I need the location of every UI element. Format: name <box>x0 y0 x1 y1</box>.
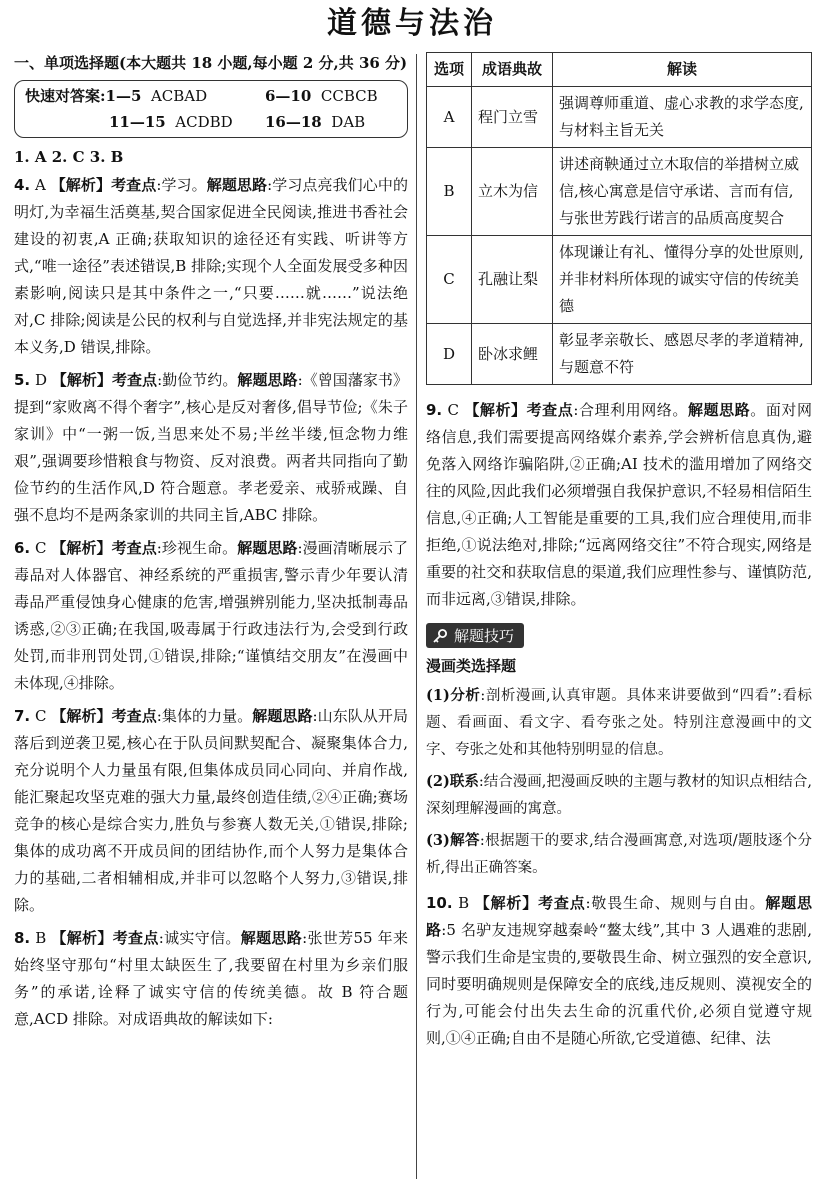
table-header: 选项 <box>427 53 472 87</box>
right-column <box>426 52 812 1058</box>
quick-answer-label: 快速对答案: <box>25 87 106 105</box>
table-header: 解读 <box>553 53 812 87</box>
quick-answer-box <box>14 80 408 138</box>
idiom-table <box>426 52 812 385</box>
table-header: 成语典故 <box>472 53 553 87</box>
table-row: A 程门立雪 强调尊师重道、虚心求教的求学态度,与材料主旨无关 <box>427 87 812 148</box>
tips-badge-label: 解题技巧 <box>454 627 515 645</box>
quick-range: 1—5 <box>105 87 142 105</box>
table-row: C 孔融让梨 体现谦让有礼、懂得分享的处世原则,并非材料所体现的诚实守信的传统美德 <box>427 236 812 324</box>
tip-point: (2)联系:结合漫画,把漫画反映的主题与教材的知识点相结合,深刻理解漫画的寓意。 <box>426 773 812 817</box>
tips-badge <box>426 623 524 648</box>
quick-answers: DAB <box>331 113 366 131</box>
page-title: 道德与法治 <box>327 6 497 41</box>
left-column <box>14 52 408 1039</box>
tip-point: (3)解答:根据题干的要求,结合漫画寓意,对选项/题肢逐个分析,得出正确答案。 <box>426 832 812 876</box>
quick-range: 11—15 <box>109 113 166 131</box>
answer-item: 10. B 【解析】考查点:敬畏生命、规则与自由。解题思路:5 名驴友违规穿越秦岭“鳌太线”,其中 3 人遇难的悲剧,警示我们生命是宝贵的,要敬畏生命、树立强烈的安全意识,同时要明确规则是保障安全的底线,违反规则、漠视安全的行为,可能会付出失去生命的沉重代价,必须自觉遵守规则,①④正确;自由不是随心所欲,它受道德、纪律、法 <box>426 894 812 1047</box>
answer-item: 4. A 【解析】考查点:学习。解题思路:学习点亮我们心中的明灯,为幸福生活奠基,契合国家促进全民阅读,推进书香社会建设的初衷,A 正确;获取知识的途径还有实践、听讲等方式,“唯一途径”表述错误,B 排除;实现个人全面发展受多种因素影响,阅读只是其中条件之一,“只要……就……”说法绝对,C 排除;阅读是公民的权利与自觉选择,并非宪法规定的基本义务,D 错误,排除。 <box>14 176 408 356</box>
table-row: D 卧冰求鲤 彰显孝亲敬长、感恩尽孝的孝道精神,与题意不符 <box>427 324 812 385</box>
quick-answers: CCBCB <box>320 87 378 105</box>
answer-item: 8. B 【解析】考查点:诚实守信。解题思路:张世芳55 年来始终坚守那句“村里太缺医生了,我要留在村里为乡亲们服务”的承诺,诠释了诚实守信的传统美德。故 B 符合题意,ACD 排除。对成语典故的解读如下: <box>14 929 408 1028</box>
answer-item: 6. C 【解析】考查点:珍视生命。解题思路:漫画清晰展示了毒品对人体器官、神经系统的严重损害,警示青少年要认清毒品严重侵蚀身心健康的危害,增强辨别能力,坚决抵制毒品诱惑,②③正确;在我国,吸毒属于行政违法行为,会受到行政处罚,而非刑罚处罚,①错误,排除;“谨慎结交朋友”在漫画中未体现,④排除。 <box>14 539 408 692</box>
section-heading: 一、单项选择题(本大题共 18 小题,每小题 2 分,共 36 分) <box>14 54 408 72</box>
answer-item: 7. C 【解析】考查点:集体的力量。解题思路:山东队从开局落后到逆袭卫冕,核心在于队员间默契配合、凝聚集体合力,充分说明个人力量虽有限,但集体成员同心同向、并肩作战,能汇聚起攻坚克难的强大力量,最终创造佳绩,②④正确;赛场竞争的核心是综合实力,胜负与参赛人数无关,①错误,排除;集体的成功离不开成员间的团结协作,而个人努力是集体合力的基础,二者相辅相成,并非可以忽略个人努力,③错误,排除。 <box>14 707 408 914</box>
quick-answers: ACDBD <box>175 113 233 131</box>
simple-answers: 1. A 2. C 3. B <box>14 148 124 166</box>
answer-item: 9. C 【解析】考查点:合理利用网络。解题思路。面对网络信息,我们需要提高网络媒介素养,学会辨析信息真伪,避免落入网络诈骗陷阱,②正确;AI 技术的滥用增加了网络交往的风险,因此我们必须增强自我保护意识,不轻易相信陌生信息,④正确;人工智能是重要的工具,我们应合理使用,而非拒绝,①说法绝对,排除;“远离网络交往”不符合现实,网络是重要的社交和获取信息的渠道,我们应理性参与、谨慎防范,而非远离,③错误,排除。 <box>426 401 812 608</box>
answer-item: 5. D 【解析】考查点:勤俭节约。解题思路:《曾国藩家书》提到“家败离不得个奢字”,核心是反对奢侈,倡导节俭;《朱子家训》中“一粥一饭,当思来处不易;半丝半缕,恒念物力维艰”,强调要珍惜粮食与物资、反对浪费。两者共同指向了勤俭节约的生活作风,D 符合题意。孝老爱亲、戒骄戒躁、自强不息均不是两条家训的共同主旨,ABC 排除。 <box>14 371 408 524</box>
key-icon <box>432 628 448 644</box>
tips-title: 漫画类选择题 <box>426 657 517 675</box>
column-divider <box>416 54 417 1179</box>
table-row: B 立木为信 讲述商鞅通过立木取信的举措树立威信,核心寓意是信守承诺、言而有信,与张世芳践行诺言的品质高度契合 <box>427 148 812 236</box>
tip-point: (1)分析:剖析漫画,认真审题。具体来讲要做到“四看”:看标题、看画面、看文字、看夸张之处。特别注意漫画中的文字、夸张之处和其他特别明显的信息。 <box>426 687 812 758</box>
quick-range: 6—10 <box>265 87 312 105</box>
quick-range: 16—18 <box>265 113 322 131</box>
quick-answers: ACBAD <box>150 87 208 105</box>
